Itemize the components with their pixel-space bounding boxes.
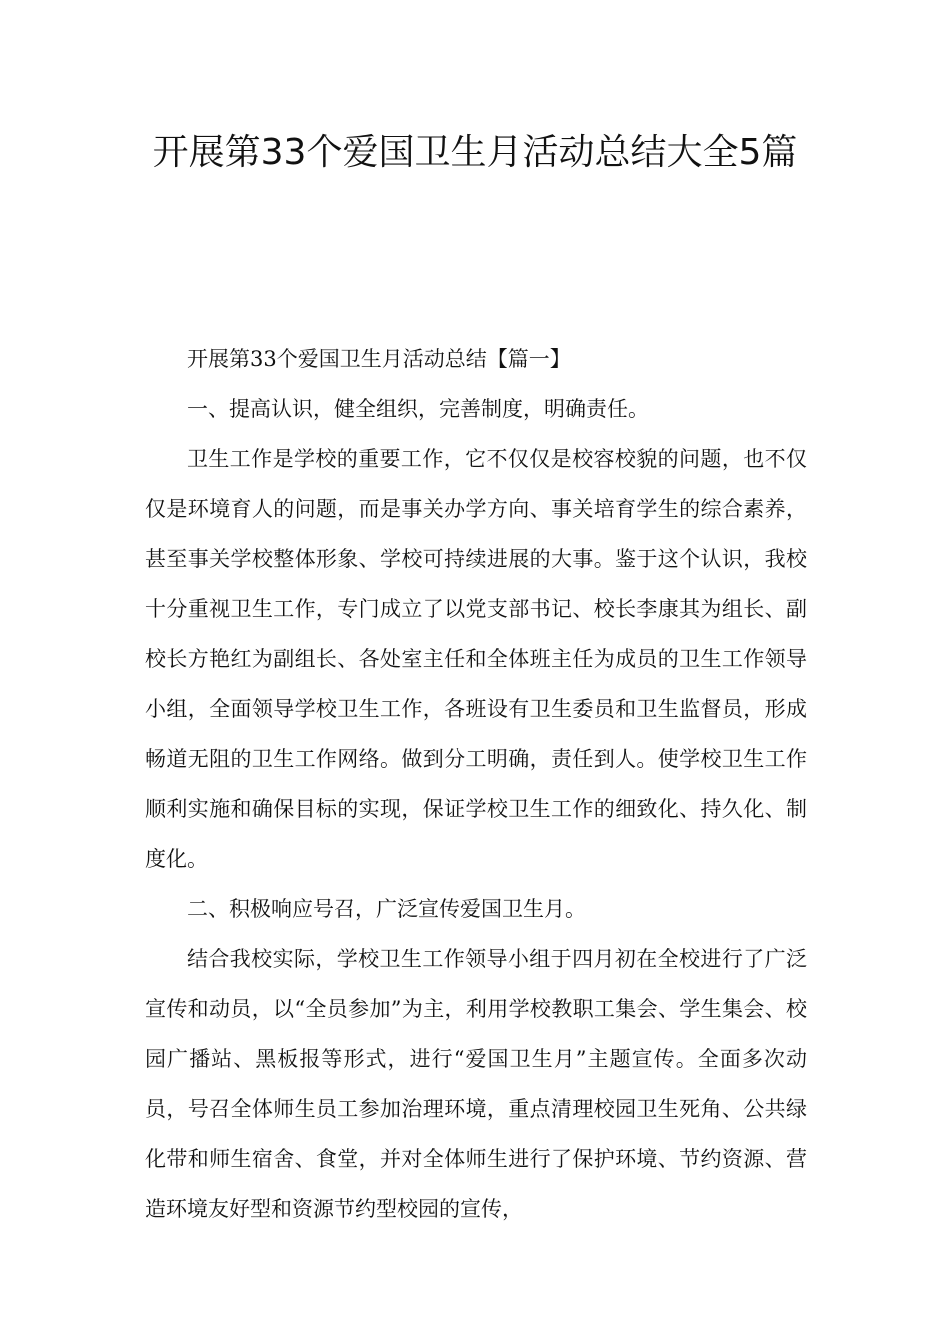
- subheading: 二、积极响应号召，广泛宣传爱国卫生月。: [187, 897, 586, 921]
- document-title: 开展第33个爱国卫生月活动总结大全5篇: [152, 132, 798, 173]
- body-paragraph: 卫生工作是学校的重要工作，它不仅仅是校容校貌的问题，也不仅仅是环境育人的问题，而是事关办学方向、事关培育学生的综合素养，甚至事关学校整体形象、学校可持续进展的大事。鉴于这个认识，我校十分重视卫生工作，专门成立了以党支部书记、校长李康其为组长、副校长方艳红为副组长、各处室主任和全体班主任为成员的卫生工作领导小组，全面领导学校卫生工作，各班设有卫生委员和卫生监督员，形成畅道无阻的卫生工作网络。做到分工明确，责任到人。使学校卫生工作顺利实施和确保目标的实现，保证学校卫生工作的细致化、持久化、制度化。: [145, 447, 807, 871]
- section-heading: 开展第33个爱国卫生月活动总结【篇一】: [187, 347, 571, 371]
- body-paragraph: 结合我校实际，学校卫生工作领导小组于四月初在全校进行了广泛宣传和动员，以“全员参加”为主，利用学校教职工集会、学生集会、校园广播站、黑板报等形式，进行“爱国卫生月”主题宣传。全面多次动员，号召全体师生员工参加治理环境，重点清理校园卫生死角、公共绿化带和师生宿舍、食堂，并对全体师生进行了保护环境、节约资源、营造环境友好型和资源节约型校园的宣传，: [145, 947, 807, 1221]
- document-body: [145, 334, 807, 1234]
- subheading: 一、提高认识，健全组织，完善制度，明确责任。: [187, 397, 649, 421]
